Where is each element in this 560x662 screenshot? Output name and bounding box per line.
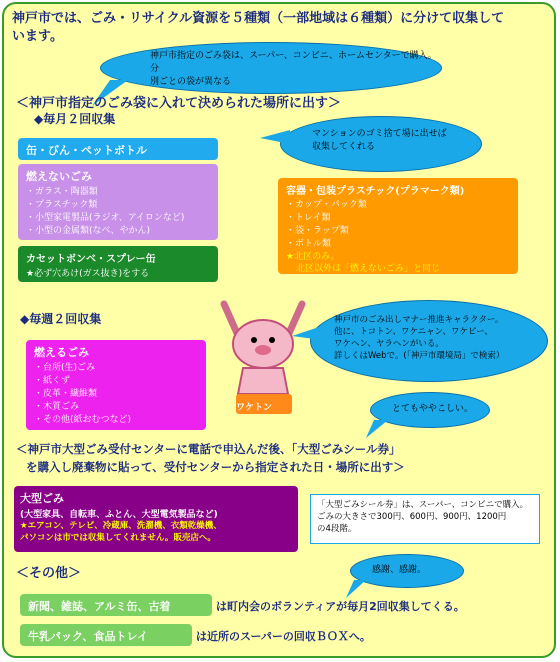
section-large-heading xyxy=(16,440,552,476)
intro-line-1: 神戸市では、ごみ・リサイクル資源を５種類（一部地域は６種類）に分けて収集して xyxy=(12,11,505,26)
spray-note: ★必ず穴あけ(ガス抜き)をする xyxy=(26,269,150,279)
mascot-bubble-line-2: 他に、トコトン、ワケニャン、ワケピー、 xyxy=(334,327,493,337)
section-large-line-2: を購入し廃棄物に貼って、受付センターから指定された日・場所に出す＞ xyxy=(26,460,405,474)
milk-label: 牛乳パック、食品トレイ xyxy=(28,630,149,643)
newspaper-label: 新聞、雑誌、アルミ缶、古着 xyxy=(28,600,171,613)
list-item: ・皮革・繊維類 xyxy=(34,389,98,399)
milk-label-box xyxy=(20,624,192,646)
nonburn-box xyxy=(18,164,218,240)
bubble-tail xyxy=(260,130,290,150)
plastic-list xyxy=(278,199,518,251)
section-large-line-1: ＜神戸市大型ごみ受付センターに電話で申込んだ後、「大型ごみシール券」 xyxy=(16,442,401,456)
mascot-bubble-line-4: 詳しくはWebで。(「神戸市環境局」で検索） xyxy=(334,351,505,361)
cans-title: 缶・びん・ペットボトル xyxy=(26,144,147,157)
bags-bubble-text xyxy=(150,50,440,89)
plastic-note-1: ★北区のみ。 xyxy=(286,252,340,262)
spray-box xyxy=(18,246,218,282)
intro-text xyxy=(12,10,552,46)
thanks-bubble-text: 感謝、感謝。 xyxy=(372,565,427,575)
intro-line-2: います。 xyxy=(12,29,63,44)
list-item: ・トレイ類 xyxy=(286,213,331,223)
sticker-info-line-3: の4段階。 xyxy=(317,524,357,534)
complicated-bubble-text: とてもややこしい。 xyxy=(392,404,474,414)
bubble-tail xyxy=(292,326,322,346)
mansion-bubble-line-1: マンションのゴミ捨て場に出せば xyxy=(312,129,447,139)
milk-text: は近所のスーパーの回収ＢＯＸへ。 xyxy=(196,630,371,643)
section-bag-heading: ＜神戸市指定のごみ袋に入れて決められた場所に出す＞ xyxy=(16,96,342,111)
nonburn-title: 燃えないごみ xyxy=(26,170,92,183)
list-item: ・小型家電製品(ラジオ、アイロンなど) xyxy=(26,213,185,223)
list-item: ・ボトル類 xyxy=(286,239,332,249)
mascot-bubble-line-1: 神戸市のごみ出しマナー推進キャラクター。 xyxy=(334,315,504,325)
large-waste-box xyxy=(14,486,298,552)
list-item: ・台所(生)ごみ xyxy=(34,363,96,373)
mansion-bubble-line-2: 収集してくれる xyxy=(312,142,376,152)
sticker-info-line-1: 「大型ごみシール券」は、スーパー、コンビニで購入。 xyxy=(317,500,529,510)
list-item: ・その他(紙おむつなど) xyxy=(34,415,132,425)
nonburn-list xyxy=(18,186,218,238)
list-item: ・紙くず xyxy=(34,376,71,386)
mansion-bubble-text xyxy=(312,128,472,154)
plastic-note-2: 北区以外は「燃えないごみ」と同じ xyxy=(296,264,441,274)
others-heading: ＜その他＞ xyxy=(16,566,82,581)
newspaper-text: は町内会のボランティアが毎月2回収集してくる。 xyxy=(216,600,465,613)
list-item: ・カップ・パック類 xyxy=(286,200,367,210)
burnable-title: 燃えるごみ xyxy=(34,346,89,359)
spray-title: カセットボンベ・スプレー缶 xyxy=(26,254,156,265)
large-waste-desc: (大型家具、自転車、ふとん、大型電気製品など) xyxy=(20,510,218,520)
bubble-tail xyxy=(344,580,368,600)
list-item: ・ガラス・陶器類 xyxy=(26,187,98,197)
list-item: ・プラスチック類 xyxy=(26,200,98,210)
mascot-name-label: ワケトン xyxy=(235,403,272,413)
bubble-tail xyxy=(364,420,390,440)
monthly-twice-heading: ◆毎月２回収集 xyxy=(34,112,116,126)
bags-bubble-line-1: 神戸市指定のごみ袋は、スーパー、コンビニ、ホームセンターで購入。分 xyxy=(150,51,437,74)
plastic-title: 容器・包装プラスチック(プラマーク類) xyxy=(286,186,465,197)
weekly-twice-heading: ◆毎週２回収集 xyxy=(20,312,102,326)
sticker-info-line-2: ごみの大きさで300円、600円、900円、1200円 xyxy=(317,512,507,522)
burnable-box xyxy=(26,340,206,430)
list-item: ・小型の金属類(なべ、やかん) xyxy=(26,226,151,236)
mascot-bubble-text xyxy=(334,314,544,362)
burnable-list xyxy=(26,362,206,427)
large-waste-note-1: ★エアコン、テレビ、冷蔵庫、洗濯機、衣類乾燥機、 xyxy=(20,521,222,531)
sticker-info-box xyxy=(310,494,540,544)
bags-bubble-line-2: 別ごとの袋が異なる xyxy=(150,77,232,87)
large-waste-title: 大型ごみ xyxy=(20,492,64,505)
large-waste-note-2: パソコンは市では収集してくれません。販売店へ。 xyxy=(20,533,216,543)
list-item: ・木質ごみ xyxy=(34,402,80,412)
newspaper-label-box xyxy=(20,594,212,616)
mascot-bubble-line-3: ワケヘン、ヤラヘンがいる。 xyxy=(334,339,444,349)
list-item: ・袋・ラップ類 xyxy=(286,226,349,236)
plastic-box xyxy=(278,178,518,274)
cans-box xyxy=(18,138,218,160)
